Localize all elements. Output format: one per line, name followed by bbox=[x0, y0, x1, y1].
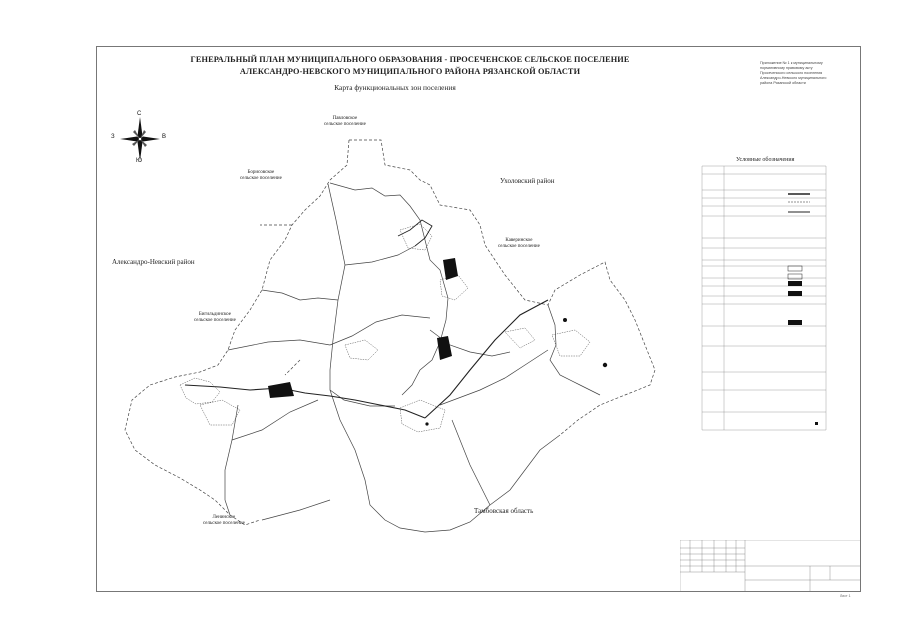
legend-title: Условные обозначения bbox=[736, 157, 795, 163]
note-line: Просеченского сельского поселения bbox=[760, 71, 823, 75]
note-line: Александро-Невского муниципального bbox=[760, 76, 827, 80]
title-line-1: ГЕНЕРАЛЬНЫЙ ПЛАН МУНИЦИПАЛЬНОГО ОБРАЗОВАНИЯ - ПРОСЕЧЕНСКОЕ СЕЛЬСКОЕ ПОСЕЛЕНИЕ bbox=[190, 55, 630, 64]
title-block bbox=[680, 540, 861, 592]
settlement-label: Ленинское сельское поселение bbox=[203, 515, 245, 526]
compass-west: З bbox=[111, 134, 115, 140]
settlement-label: Бигильдинское сельское поселение bbox=[194, 312, 236, 323]
note-line: Приложение № 1 к муниципальному bbox=[760, 61, 823, 65]
title-line-2: АЛЕКСАНДРО-НЕВСКОГО МУНИЦИПАЛЬНОГО РАЙОНА РЯЗАНСКОЙ ОБЛАСТИ bbox=[239, 67, 581, 76]
note-line: нормативному правовому акту bbox=[760, 66, 813, 70]
settlement-label: Павловское сельское поселение bbox=[324, 116, 366, 127]
region-aleksandro-nevsky: Александро-Невский район bbox=[112, 258, 195, 266]
compass-south: Ю bbox=[136, 158, 143, 164]
compass-east: В bbox=[162, 134, 167, 140]
region-ukholovsky: Ухоловский район bbox=[500, 177, 555, 185]
legend-table bbox=[700, 150, 828, 432]
page-number: Лист 1 bbox=[840, 594, 851, 598]
note-line: района Рязанской области bbox=[760, 81, 806, 85]
settlement-label: Борисовское сельское поселение bbox=[240, 170, 282, 181]
compass-north: С bbox=[137, 111, 142, 117]
map-subtitle: Карта функциональных зон поселения bbox=[334, 83, 456, 92]
region-tambov: Тамбовская область bbox=[474, 507, 534, 515]
settlement-label: Каверинское сельское поселение bbox=[498, 238, 540, 249]
